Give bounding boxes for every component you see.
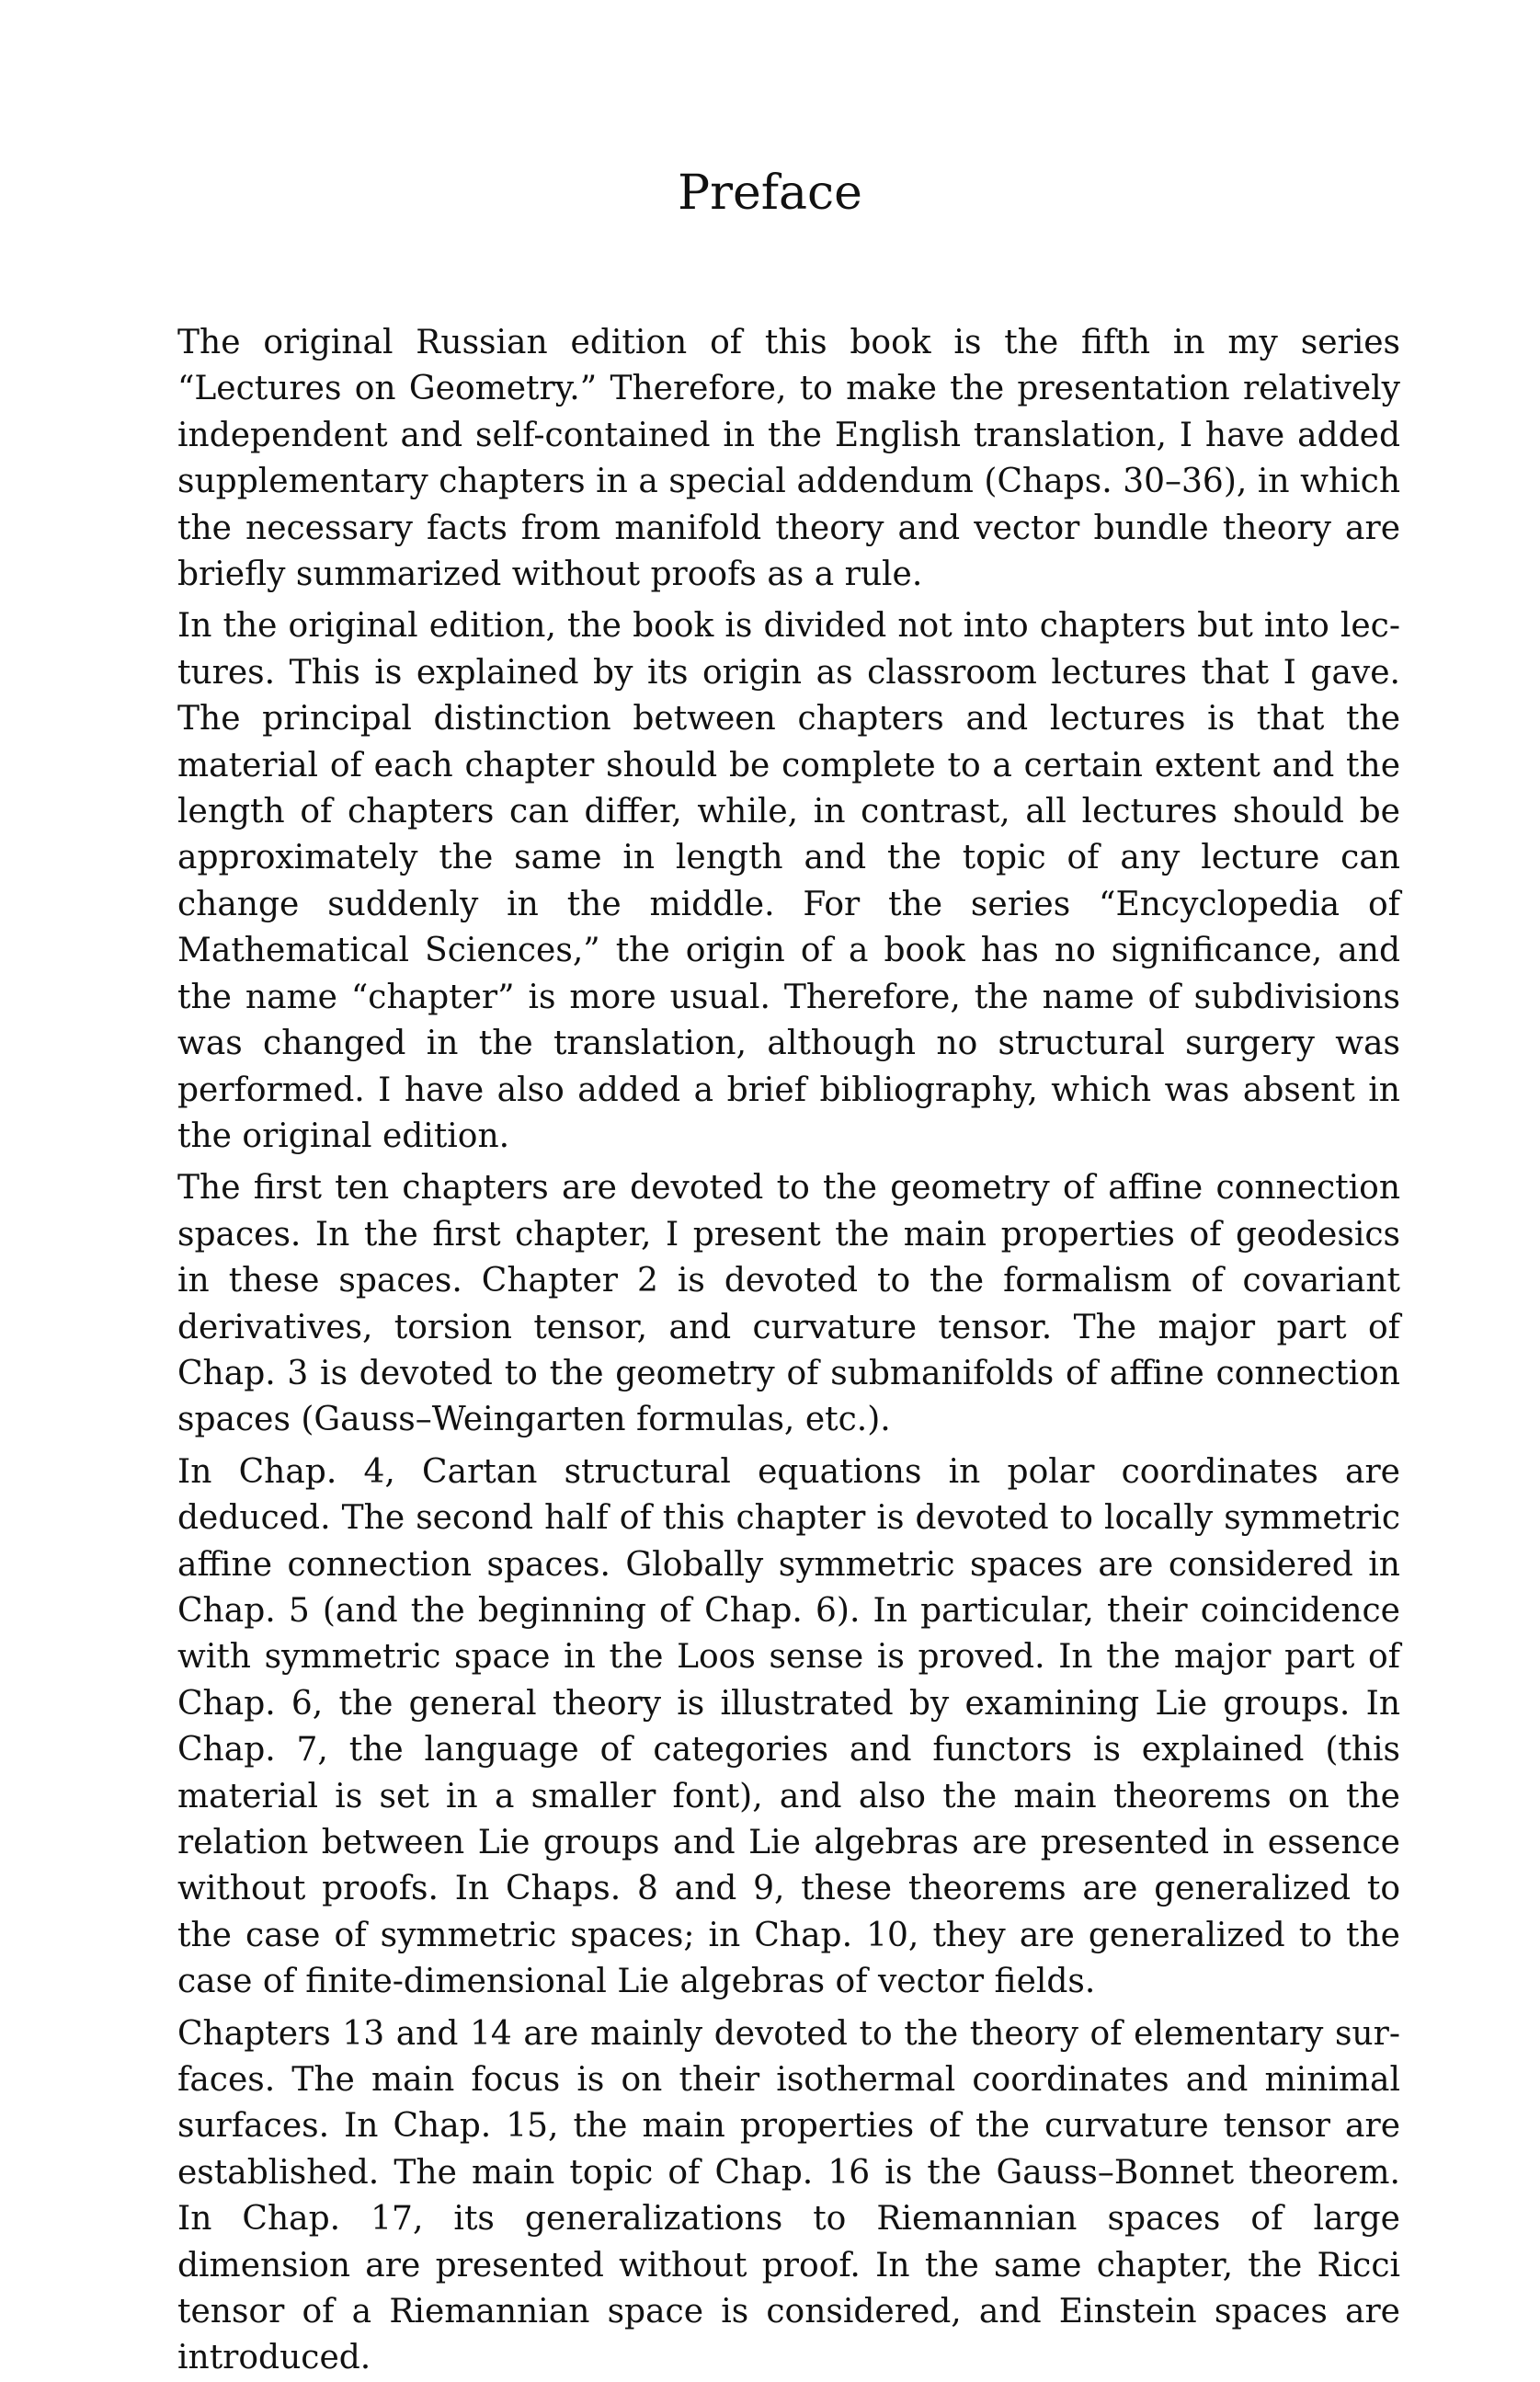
paragraph-3: The first ten chapters are devoted to the geometry of affine connection spaces. In the first chapter, I present the main properties of geodesics in these spaces. Chapter 2 is devoted to the formalism of covariant derivatives, torsion tensor, and curvature tensor. The major part of Chap. 3 is devoted to the geometry of submanifolds of affine connection spaces (Gauss–Weingarten formulas, etc.). [177,1169,1400,1439]
preface-body [177,320,1400,2382]
paragraph-5: Chapters 13 and 14 are mainly devoted to the theory of elementary surfaces. The main focus is on their isothermal coordinates and minimal surfaces. In Chap. 15, the main properties of the curvature tensor are established. The main topic of Chap. 16 is the Gauss–Bonnet theorem. In Chap. 17, its generalizations to Riemannian spaces of large dimension are presented without proof. In the same chapter, the Ricci tensor of a Riemannian space is considered, and Einstein spaces are introduced. [177,2014,1400,2377]
paragraph-2: In the original edition, the book is divided not into chapters but into lectures. This is explained by its origin as classroom lectures that I gave. The principal distinction between chapters and lectures is that the material of each chapter should be complete to a certain extent and the length of chapters can differ, while, in contrast, all lectures should be approximately the same in length and the topic of any lecture can change suddenly in the middle. For the series “Encyclopedia of Mathematical Sciences,” the origin of a book has no significance, and the name “chapter” is more usual. Therefore, the name of subdivisions was changed in the translation, although no structural surgery was performed. I have also added a brief bibliography, which was absent in the original edition. [177,607,1400,1155]
paragraph-4: In Chap. 4, Cartan structural equations in polar coordinates are deduced. The second half of this chapter is devoted to locally symmetric affine connection spaces. Globally symmetric spaces are considered in Chap. 5 (and the beginning of Chap. 6). In particular, their coincidence with symmetric space in the Loos sense is proved. In the major part of Chap. 6, the general theory is illustrated by examining Lie groups. In Chap. 7, the language of categories and functors is explained (this material is set in a smaller font), and also the main theorems on the relation between Lie groups and Lie algebras are presented in essence without proofs. In Chaps. 8 and 9, these theorems are generalized to the case of symmetric spaces; in Chap. 10, they are generalized to the case of finite-dimensional Lie algebras of vector fields. [177,1452,1400,2001]
paragraph-1: The original Russian edition of this book is the fifth in my series “Lectures on Geometry.” Therefore, to make the presentation relatively independent and self-contained in the English translation, I have added supplementary chapters in a special addendum (Chaps. 30–36), in which the necessary facts from manifold theory and vector bundle theory are briefly summarized without proofs as a rule. [177,324,1400,594]
page-title: Preface [678,166,862,221]
